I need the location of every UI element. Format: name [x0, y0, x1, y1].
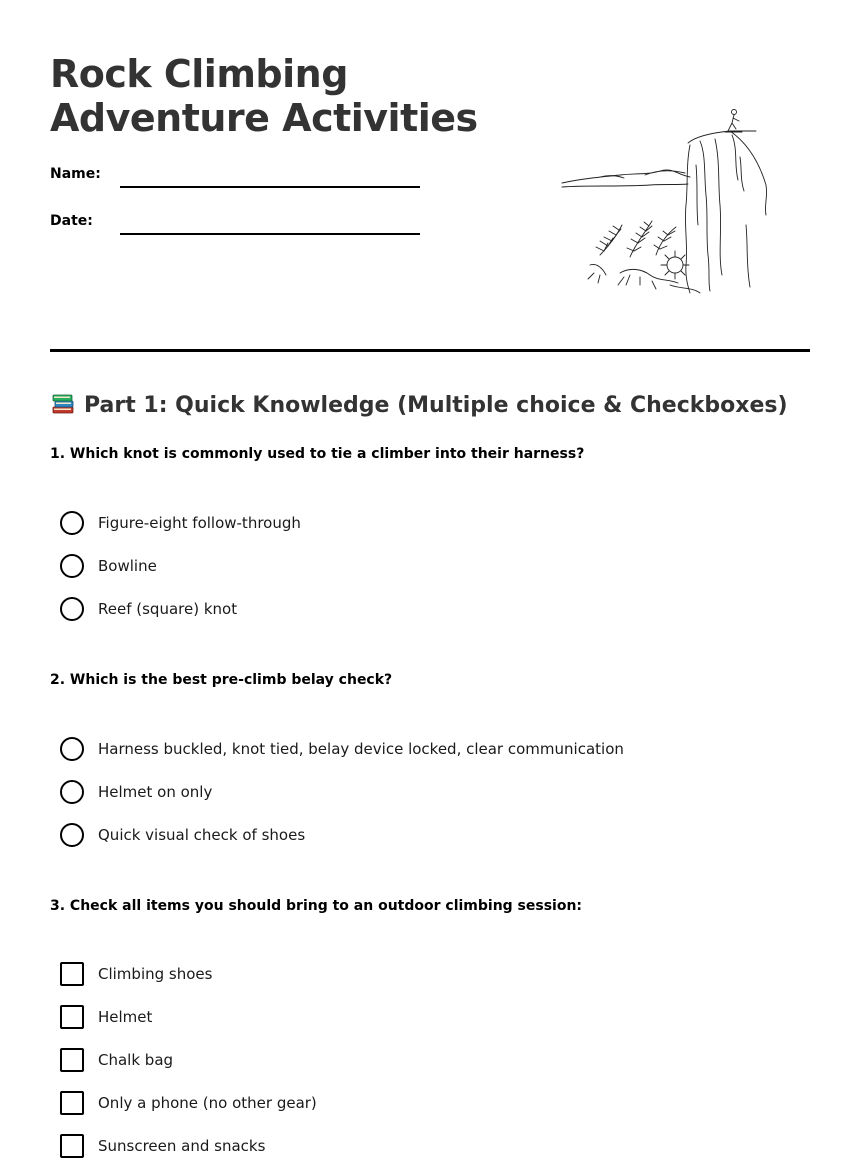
q1-option-2[interactable]	[60, 554, 760, 580]
option-label: Chalk bag	[98, 1051, 174, 1069]
date-field[interactable]	[50, 213, 450, 237]
option-label: Figure-eight follow-through	[98, 514, 301, 532]
radio-button[interactable]	[60, 554, 84, 578]
option-label: Quick visual check of shoes	[98, 826, 306, 844]
q1-option-1[interactable]	[60, 511, 760, 537]
section-divider	[50, 349, 810, 352]
radio-button[interactable]	[60, 597, 84, 621]
radio-button[interactable]	[60, 511, 84, 535]
name-label: Name:	[50, 166, 101, 182]
q1-option-3[interactable]	[60, 597, 760, 623]
radio-button[interactable]	[60, 780, 84, 804]
q3-option-2[interactable]	[60, 1005, 760, 1031]
q3-option-5[interactable]	[60, 1134, 760, 1160]
worksheet-page	[50, 0, 810, 1161]
q2-option-1[interactable]	[60, 737, 760, 763]
title-line-2: Adventure Activities	[50, 96, 478, 140]
date-input-line[interactable]	[120, 233, 420, 235]
option-label: Bowline	[98, 557, 157, 575]
q2-option-2[interactable]	[60, 780, 760, 806]
option-label: Reef (square) knot	[98, 600, 238, 618]
radio-button[interactable]	[60, 737, 84, 761]
q2-option-3[interactable]	[60, 823, 760, 849]
option-label: Helmet	[98, 1008, 153, 1026]
option-label: Harness buckled, knot tied, belay device locked, clear communication	[98, 740, 624, 758]
checkbox[interactable]	[60, 962, 84, 986]
section-1-title-text: Part 1: Quick Knowledge (Multiple choice & Checkboxes)	[84, 393, 788, 418]
checkbox[interactable]	[60, 1048, 84, 1072]
q3-option-4[interactable]	[60, 1091, 760, 1117]
q3-option-3[interactable]	[60, 1048, 760, 1074]
cliff-climber-illustration	[560, 105, 775, 300]
question-3: 3. Check all items you should bring to an outdoor climbing session:	[50, 898, 583, 914]
option-label: Sunscreen and snacks	[98, 1137, 266, 1155]
section-1-title	[50, 390, 788, 421]
checkbox[interactable]	[60, 1134, 84, 1158]
name-field[interactable]	[50, 166, 450, 190]
name-input-line[interactable]	[120, 186, 420, 188]
checkbox[interactable]	[60, 1005, 84, 1029]
option-label: Helmet on only	[98, 783, 213, 801]
checkbox[interactable]	[60, 1091, 84, 1115]
q3-option-1[interactable]	[60, 962, 760, 988]
question-1: 1. Which knot is commonly used to tie a climber into their harness?	[50, 446, 585, 462]
question-2: 2. Which is the best pre-climb belay check?	[50, 672, 393, 688]
title-line-1: Rock Climbing	[50, 52, 348, 96]
radio-button[interactable]	[60, 823, 84, 847]
date-label: Date:	[50, 213, 93, 229]
books-icon	[50, 390, 76, 416]
option-label: Climbing shoes	[98, 965, 213, 983]
page-title	[50, 52, 478, 140]
option-label: Only a phone (no other gear)	[98, 1094, 317, 1112]
